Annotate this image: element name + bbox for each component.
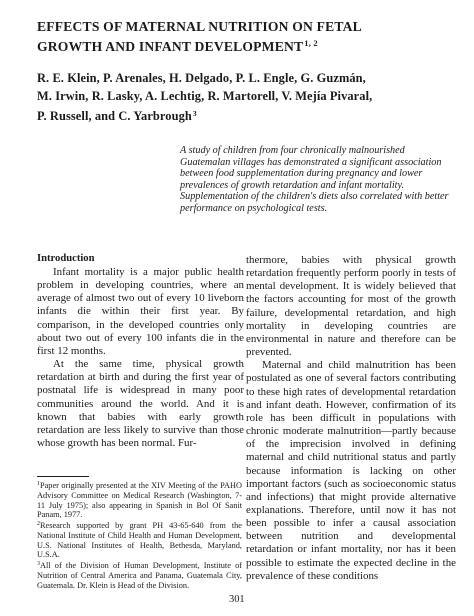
footnote-text: Paper originally presented at the XIV Meeting of the PAHO Advisory Committee on Medical Research (Washington, 7-11 July 1975); also appearing in Spanish in Bol Of Sanit Panam, 1977. — [37, 481, 242, 520]
title-line-2-text: GROWTH AND INFANT DEVELOPMENT — [37, 39, 304, 54]
author-list — [37, 70, 457, 126]
footnote — [37, 520, 242, 560]
footnote-mark: 2 — [37, 521, 40, 527]
footnote — [37, 560, 242, 590]
title-line-2 — [37, 35, 457, 55]
footnote-text: All of the Division of Human Development, Institute of Nutrition of Central America and Panama, Guatemala City, Guatemala. Dr. Klein is Head of the Division. — [37, 561, 242, 590]
page-number: 301 — [229, 594, 245, 605]
footnotes — [37, 480, 242, 590]
paragraph: At the same time, physical growth retardation at birth and during the first year of postnatal life is widespread in many poor communities around the world. And it is known that babies with early growth retardation are less likely to survive than those whose growth has been normal. Fur- — [37, 358, 244, 450]
article-title — [37, 18, 457, 55]
title-line-1: EFFECTS OF MATERNAL NUTRITION ON FETAL — [37, 19, 362, 34]
section-heading-introduction: Introduction — [37, 253, 95, 264]
abstract: A study of children from four chronically malnourished Guatemalan villages has demonstrated a significant association between food supplementation during pregnancy and lower prevalences of growth retardation and infant mortality. Supplementation of the children's diets also correlated with better performance on psychological tests. — [180, 145, 449, 214]
author-footnote-mark: 3 — [192, 109, 197, 119]
paragraph: Infant mortality is a major public health problem in developing countries, where an average of almost two out of every 10 liveborn infants die within their first year. By comparison, in the developed countries only about two out of every 100 infants die in the first 12 months. — [37, 266, 244, 357]
paragraph: Maternal and child malnutrition has been postulated as one of several factors contributing to these high rates of developmental retardation and infant death. However, confirmation of its role has been difficult in populations with chronic moderate malnutrition—partly because of the imprecision involved in defining maternal and child nutritional status and partly because information is lacking on other important factors (such as socioeconomic status and infections) that might provide alternative explanations. Therefore, until now it has not been possible to infer a causal association between nutrition and developmental retardation or infant mortality, nor has it been possible to estimate the expected decline in the prevalence of these conditions — [246, 359, 456, 582]
footnote-mark: 3 — [37, 561, 40, 567]
footnote-rule — [37, 476, 89, 477]
author-line-3 — [37, 105, 457, 126]
author-line-2: M. Irwin, R. Lasky, A. Lechtig, R. Martorell, V. Mejía Pivaral, — [37, 88, 373, 103]
body-column-right — [246, 254, 456, 583]
footnote-mark: 1 — [37, 481, 40, 487]
paragraph: thermore, babies with physical growth retardation frequently perform poorly in tests of mental development. It is widely believed that the factors accounting for most of the growth failure, developmental retardation, and high mortality in developing countries are environmental in nature and therefore can be prevented. — [246, 254, 456, 359]
author-line-3-text: P. Russell, and C. Yarbrough — [37, 109, 192, 124]
footnote-text: Research supported by grant PH 43-65-640 from the National Institute of Child Health and Human Development, U.S. National Institutes of Health, Bethesda, Maryland, U.S.A. — [37, 521, 242, 560]
body-column-left — [37, 266, 244, 450]
footnote — [37, 480, 242, 520]
title-footnote-marks: 1, 2 — [304, 38, 318, 48]
author-line-1: R. E. Klein, P. Arenales, H. Delgado, P. L. Engle, G. Guzmán, — [37, 71, 366, 85]
